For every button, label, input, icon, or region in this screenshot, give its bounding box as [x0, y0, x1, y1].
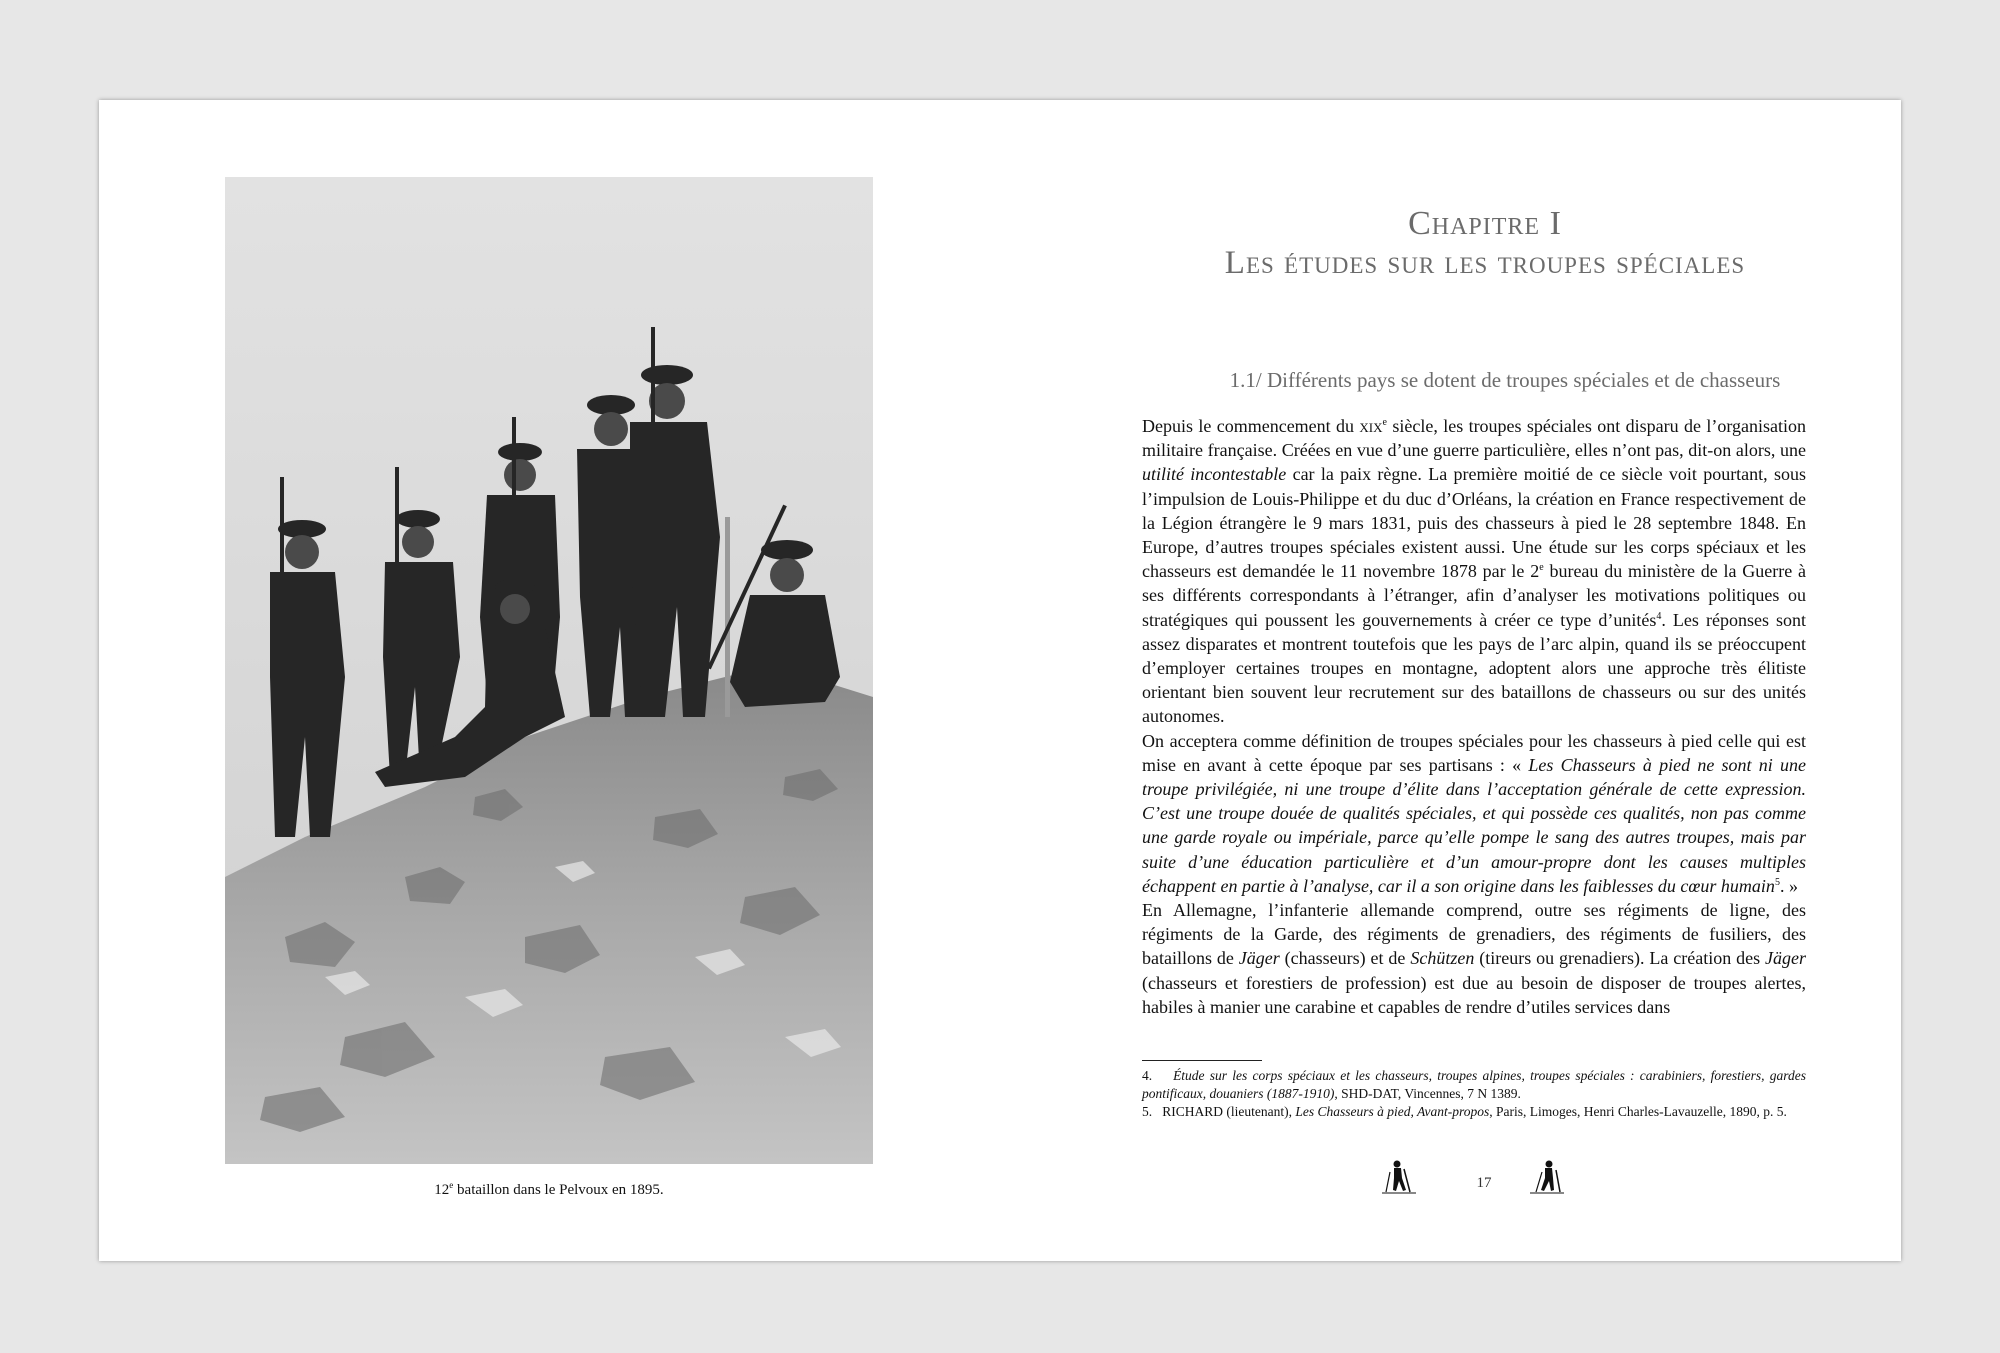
p1-italic: utilité incontestable [1142, 464, 1287, 485]
paragraph-3 [1142, 898, 1806, 1019]
p1-text-j: . Les réponses sont assez disparates et montrent toutefois que les pays de l’arc alpin, quand ils se préoccupent d’employer certaines troupes en montagne, adoptent alors une approche très élitiste orientant bien souvent leur recrutement sur des bataillons de chasseurs ou sur des unités autonomes. [1142, 609, 1807, 727]
chapter-title: Les études sur les troupes spéciales [1224, 245, 1746, 281]
p3-schutzen: Schützen [1410, 948, 1475, 969]
p2-text-d: . » [1779, 875, 1798, 896]
chapter-number: Chapitre I [1408, 205, 1562, 242]
p3-text-e: (tireurs ou grenadiers). La création des [1474, 948, 1765, 969]
p1-text-h: bureau du ministère de la Guerre à ses différents correspondants à l’étranger, afin d’analyser les motivations politiques ou stratégiques qui poussent les gouvernements à créer ce type d’unités [1142, 561, 1807, 630]
footnote-divider [1142, 1060, 1262, 1061]
p3-text-c: (chasseurs) et de [1279, 948, 1411, 969]
p3-text-a: En Allemagne, l’infanterie allemande comprend, outre ses régiments de ligne, des régiments de la Garde, des régiments de grenadiers, des régiments de fusiliers, des bataillons de [1142, 900, 1806, 969]
hiker-icon [1530, 1160, 1564, 1194]
p3-jager-2: Jäger [1765, 948, 1806, 969]
footnotes [1142, 1067, 1806, 1121]
p1-text-a: Depuis le commencement du [1142, 416, 1360, 436]
p3-text-g: (chasseurs et forestiers de profession) est due au besoin de disposer de troupes alertes, habiles à manier une carabine et capables de rendre d’utiles services dans [1142, 972, 1806, 1017]
paragraph-2 [1142, 729, 1806, 898]
hiker-icon [1382, 1160, 1416, 1194]
footnote-5-author: RICHARD (lieutenant), [1162, 1104, 1296, 1119]
p1-century: xix [1359, 416, 1383, 436]
caption-text: bataillon dans le Pelvoux en 1895. [453, 1182, 664, 1198]
paragraph-1 [1142, 414, 1806, 729]
page-number: 17 [1476, 1175, 1492, 1191]
caption-number: 12 [434, 1182, 450, 1198]
p1-text-d: siècle, les troupes spéciales ont disparu de l’organisation militaire française. Créées en vue d’une guerre particulière, elles n’ont pas, dit-on alors, une [1142, 416, 1807, 461]
p2-text-a: On acceptera comme définition de troupes spéciales pour les chasseurs à pied celle qui est mise en avant à cette époque par ses partisans : « [1142, 730, 1806, 775]
photo-caption [225, 1180, 873, 1199]
book-spread [99, 100, 1901, 1261]
footnote-4-title: Étude sur les corps spéciaux et les chasseurs, troupes alpines, troupes spéciales : carabiniers, forestiers, gardes pontificaux, douaniers (1887-1910) [1142, 1068, 1806, 1101]
p1-text-f: car la paix règne. La première moitié de ce siècle voit pourtant, sous l’impulsion de Louis-Philippe et du duc d’Orléans, la création en France respectivement de la Légion étrangère le 9 mars 1831, puis des chasseurs à pied le 28 septembre 1848. En Europe, d’autres troupes spéciales existent aussi. Une étude sur les corps spéciaux et les chasseurs est demandée le 11 novembre 1878 par le 2 [1142, 464, 1806, 582]
photo-illustration [225, 177, 873, 1164]
section-title: 1.1/ Différents pays se dotent de troupes spéciales et de chasseurs [1229, 368, 1781, 392]
footnote-5-number: 5. [1142, 1104, 1153, 1119]
footnote-4-number: 4. [1142, 1068, 1153, 1083]
p1-sup-e: e [1382, 417, 1387, 428]
body-text [1142, 414, 1806, 1019]
caption-superscript: e [449, 1180, 454, 1190]
p3-jager-1: Jäger [1238, 948, 1280, 969]
footnote-ref-4: 4 [1656, 610, 1662, 622]
footnote-5-title: Les Chasseurs à pied, Avant-propos [1295, 1104, 1490, 1119]
footnote-4 [1142, 1067, 1806, 1103]
footnote-5-text: , Paris, Limoges, Henri Charles-Lavauzelle, 1890, p. 5. [1489, 1104, 1787, 1119]
footnote-ref-5: 5 [1774, 876, 1780, 888]
footnote-5 [1142, 1103, 1806, 1121]
photo-soldiers-mountain [225, 177, 873, 1164]
footnote-4-text: , SHD-DAT, Vincennes, 7 N 1389. [1334, 1086, 1521, 1101]
p1-sup-e2: e [1539, 562, 1544, 574]
p2-quote: Les Chasseurs à pied ne sont ni une troupe privilégiée, ni une troupe d’élite dans l’acceptation générale de cette expression. C’est une troupe douée de qualités spéciales, et qui possède ces qualités, non pas comme une garde royale ou impériale, parce qu’elle pompe le sang des autres troupes, mais par suite d’une éducation particulière et d’un amour-propre dont les causes multiples échappent en partie à l’analyse, car il a son origine dans les faiblesses du cœur humain [1142, 754, 1807, 896]
